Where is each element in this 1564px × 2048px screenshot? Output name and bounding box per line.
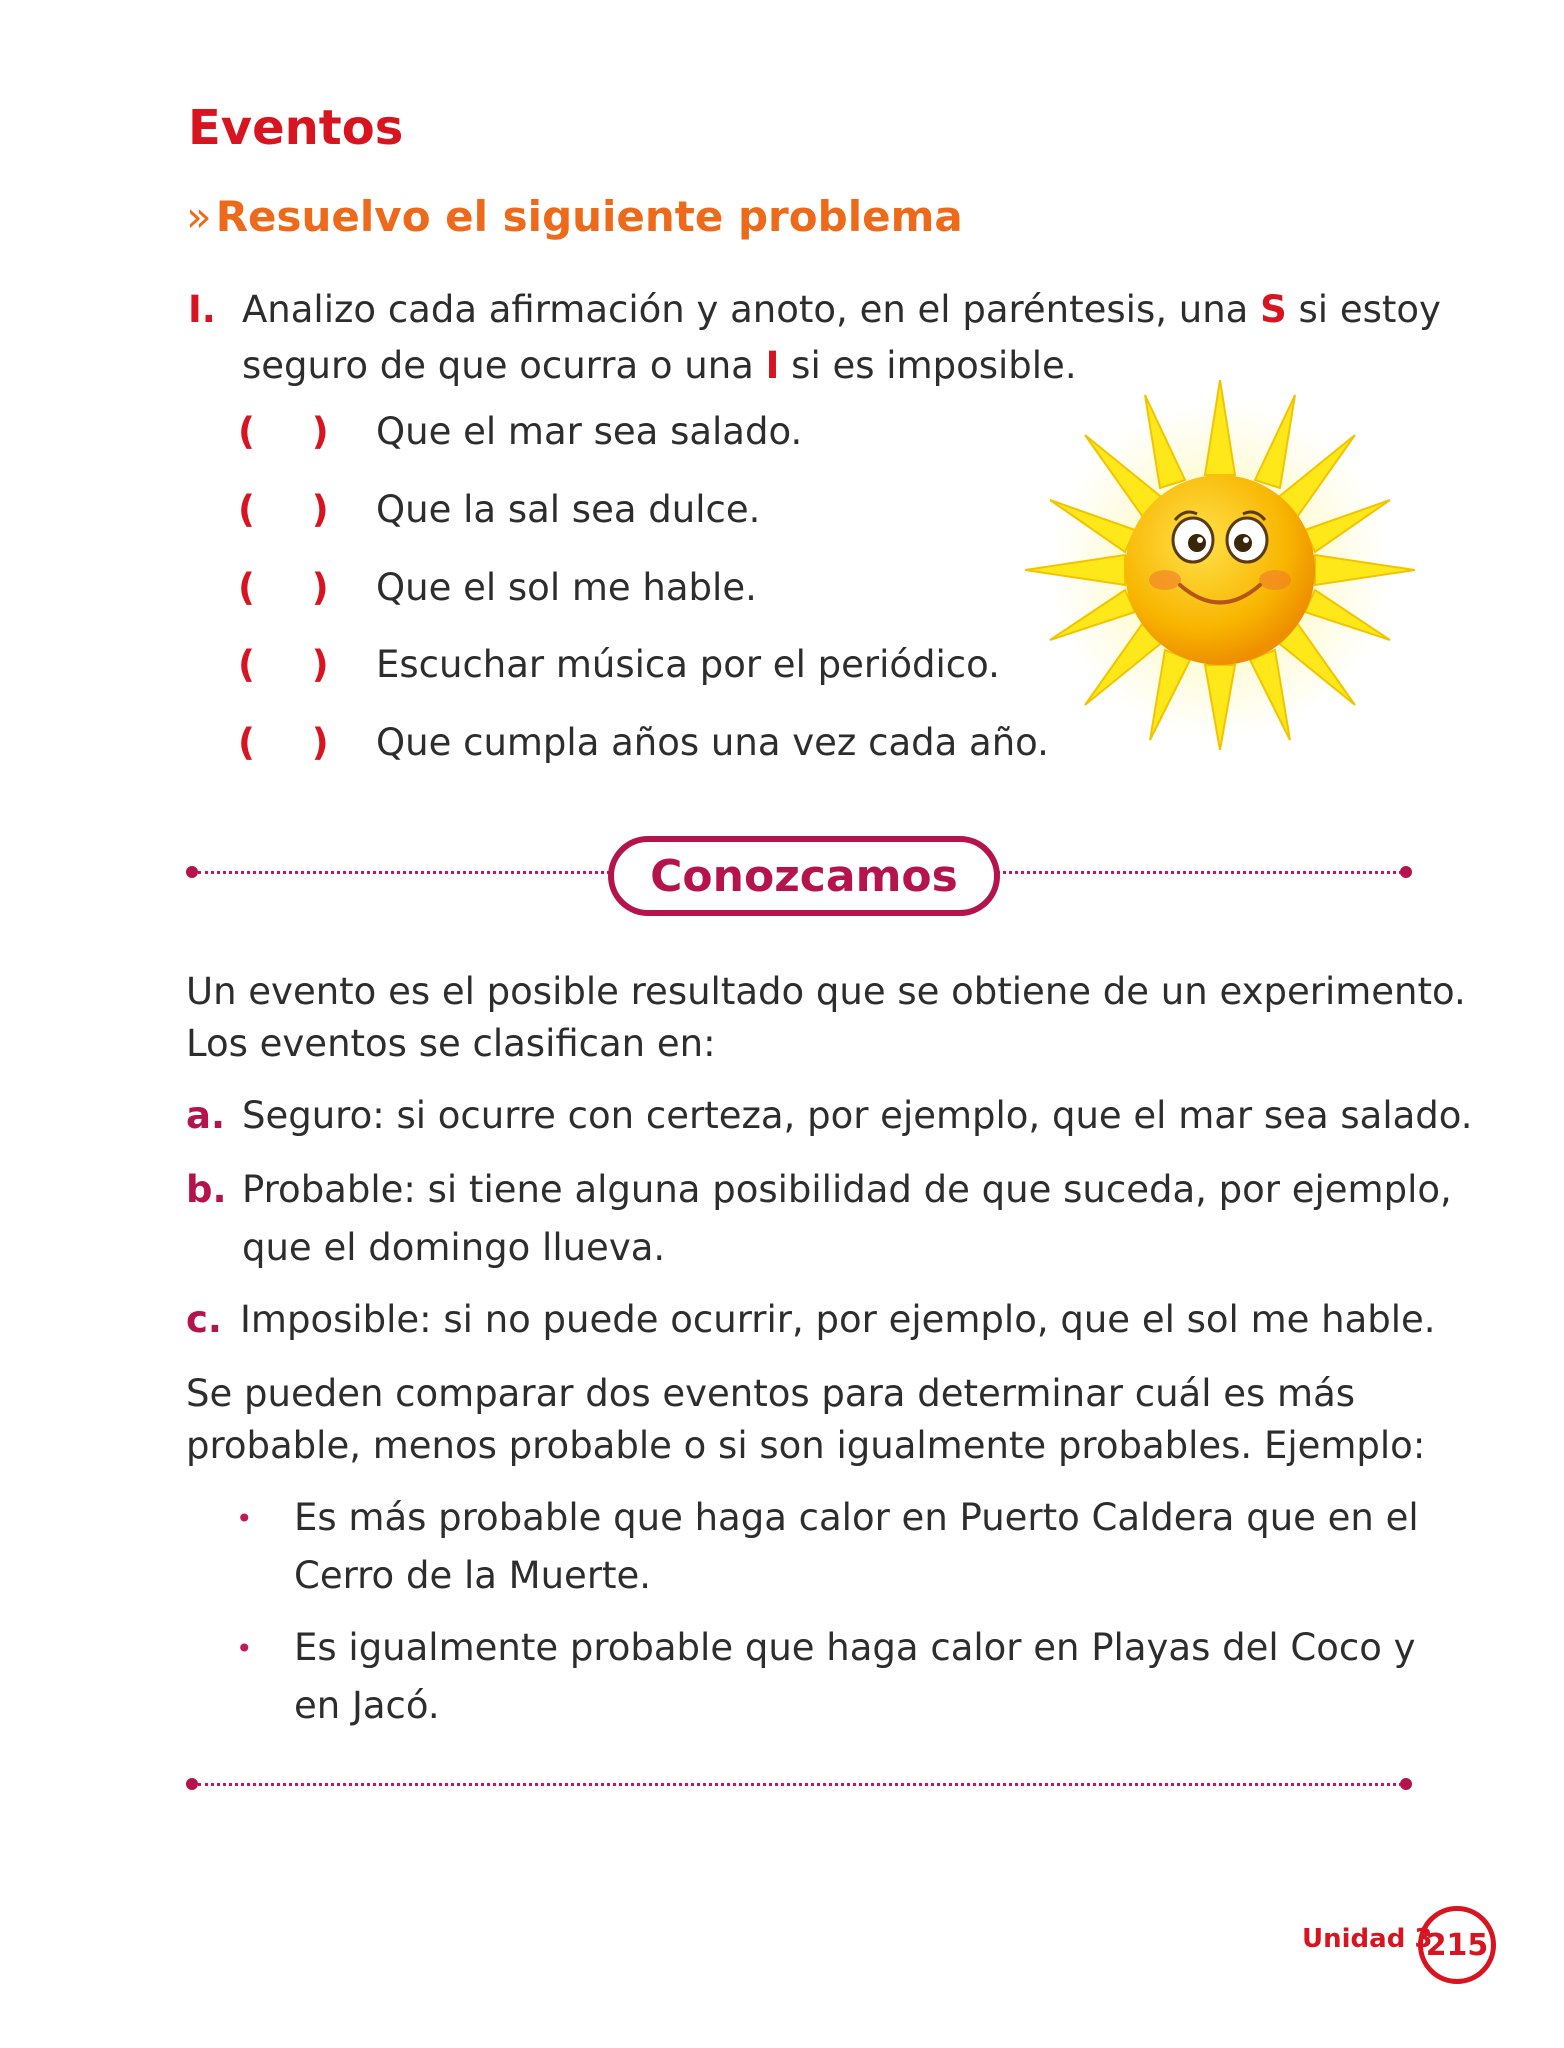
type-text-b: Probable: si tiene alguna posibilidad de que suceda, por ejemplo,	[242, 1168, 1452, 1211]
subtitle-text: Resuelvo el siguiente problema	[215, 192, 963, 241]
intro-line-1: Un evento es el posible resultado que se obtiene de un experimento.	[186, 970, 1466, 1013]
exercise-instruction-line2: seguro de que ocurra o una I si es imposible.	[242, 344, 1077, 387]
bullet-1-line-1: Es más probable que haga calor en Puerto Caldera que en el	[294, 1496, 1419, 1539]
bullet-2-line-2: en Jacó.	[294, 1684, 440, 1727]
compare-line-2: probable, menos probable o si son igualmente probables. Ejemplo:	[186, 1424, 1426, 1467]
answer-blank-4[interactable]: ( )	[238, 643, 351, 686]
type-text-a: Seguro: si ocurre con certeza, por ejemplo, que el mar sea salado.	[242, 1094, 1473, 1137]
statement-1: Que el mar sea salado.	[376, 410, 803, 453]
answer-blank-1[interactable]: ( )	[238, 410, 351, 453]
page-number: 215	[1418, 1906, 1496, 1984]
type-letter-a: a.	[186, 1094, 226, 1137]
answer-blank-5[interactable]: ( )	[238, 721, 351, 764]
divider-dot-left	[186, 866, 198, 878]
compare-line-1: Se pueden comparar dos eventos para determinar cuál es más	[186, 1372, 1356, 1415]
subtitle-marker: »	[186, 192, 212, 241]
bottom-divider-line	[198, 1783, 1402, 1786]
divider-line-right	[992, 871, 1402, 874]
intro-line-2: Los eventos se clasifican en:	[186, 1022, 716, 1065]
type-letter-b: b.	[186, 1168, 227, 1211]
type-text-b-line2: que el domingo llueva.	[242, 1226, 666, 1269]
bullet-marker: •	[236, 1502, 253, 1535]
bullet-2-line-1: Es igualmente probable que haga calor en Playas del Coco y	[294, 1626, 1416, 1669]
type-text-c: Imposible: si no puede ocurrir, por ejemplo, que el sol me hable.	[240, 1298, 1436, 1341]
bullet-1-line-2: Cerro de la Muerte.	[294, 1554, 652, 1597]
bullet-marker: •	[236, 1632, 253, 1665]
answer-blank-2[interactable]: ( )	[238, 488, 351, 531]
bottom-divider-dot-right	[1400, 1778, 1412, 1790]
statement-4: Escuchar música por el periódico.	[376, 643, 1000, 686]
answer-blank-3[interactable]: ( )	[238, 566, 351, 609]
section-label-conozcamos: Conozcamos	[608, 836, 1000, 916]
footer-unit: Unidad 3	[1302, 1924, 1433, 1954]
statement-2: Que la sal sea dulce.	[376, 488, 761, 531]
section-subtitle	[186, 192, 963, 241]
letter-i: I	[765, 344, 780, 387]
statement-3: Que el sol me hable.	[376, 566, 757, 609]
exercise-instruction-line1: Analizo cada afirmación y anoto, en el paréntesis, una S si estoy	[242, 288, 1441, 331]
exercise-number: I.	[188, 288, 216, 331]
bottom-divider-dot-left	[186, 1778, 198, 1790]
letter-s: S	[1260, 288, 1287, 331]
statement-5: Que cumpla años una vez cada año.	[376, 721, 1049, 764]
divider-line-left	[198, 871, 610, 874]
page-title: Eventos	[188, 100, 404, 156]
type-letter-c: c.	[186, 1298, 222, 1341]
smiling-sun-icon	[1025, 380, 1415, 750]
divider-dot-right	[1400, 866, 1412, 878]
